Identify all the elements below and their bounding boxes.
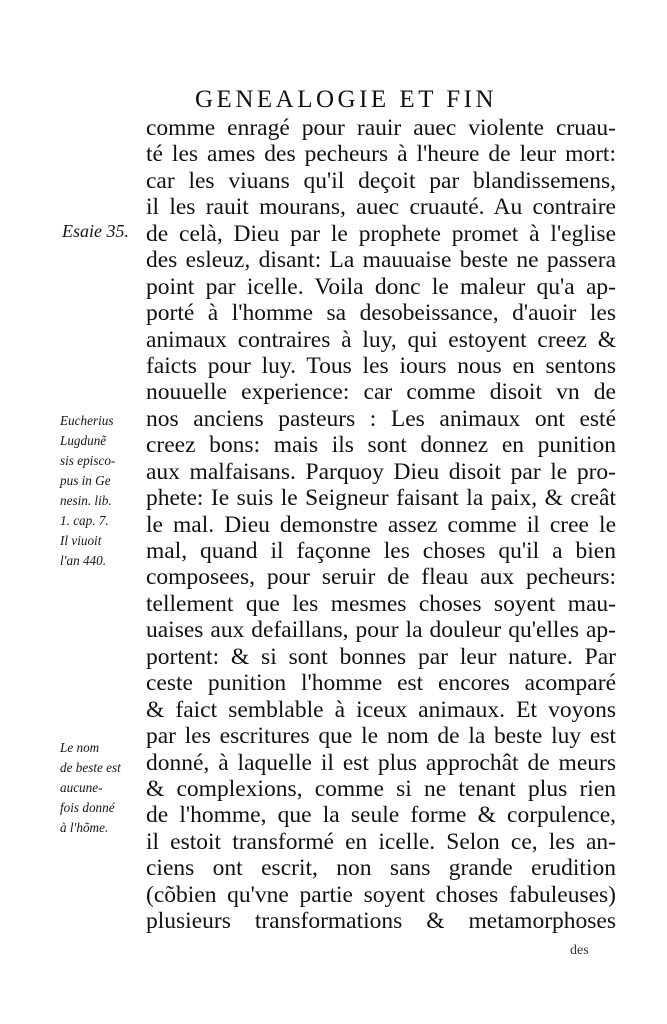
margin-note-line: Il viuoit xyxy=(60,533,102,548)
margin-note-line: Esaie 35. xyxy=(62,221,129,241)
text-line: ceste punition l'homme est encores acomparé xyxy=(146,670,616,697)
text-line: faicts pour luy. Tous les iours nous en sentons xyxy=(146,352,616,379)
margin-note-line: l'an 440. xyxy=(60,553,107,568)
text-line: animaux contraires à luy, qui estoyent creez & xyxy=(146,326,616,353)
catchword: des xyxy=(570,943,589,958)
text-line: uaises aux defaillans, pour la douleur qu'elles ap- xyxy=(146,617,616,644)
margin-note-line: Eucherius xyxy=(60,413,114,428)
text-line: aux malfaisans. Parquoy Dieu disoit par le pro- xyxy=(146,458,616,485)
margin-note-line: fois donné xyxy=(60,800,115,815)
text-line: phete: Ie suis le Seigneur faisant la paix, & creât xyxy=(146,485,616,512)
text-line: tellement que les mesmes choses soyent mau- xyxy=(146,590,616,617)
margin-note-line: à l'hõme. xyxy=(60,820,109,835)
margin-note-esaie xyxy=(62,221,129,241)
text-line: composees, pour seruir de fleau aux pecheurs: xyxy=(146,564,616,591)
margin-note-line: nesin. lib. xyxy=(60,493,112,508)
margin-note-line: sis episco- xyxy=(60,453,116,468)
margin-note-line: de beste est xyxy=(60,760,121,775)
margin-note-nom xyxy=(60,738,121,838)
text-line: le mal. Dieu demonstre assez comme il cree le xyxy=(146,511,616,538)
text-line: mal, quand il façonne les choses qu'il a bien xyxy=(146,538,616,564)
margin-note-line: Lugdunẽ xyxy=(60,433,107,448)
body-text xyxy=(146,115,616,935)
text-line: nouuelle experience: car comme disoit vn de xyxy=(146,379,616,406)
margin-note-line: aucune- xyxy=(60,780,103,795)
text-line: point par icelle. Voila donc le maleur qu'a ap- xyxy=(146,273,616,300)
text-line: de l'homme, que la seule forme & corpulence, xyxy=(146,802,616,829)
text-line: ciens ont escrit, non sans grande erudition xyxy=(146,855,616,882)
text-line: portent: & si sont bonnes par leur nature. Par xyxy=(146,643,616,670)
margin-note-eucherius xyxy=(60,411,115,571)
text-line: il estoit transformé en icelle. Selon ce, les an- xyxy=(146,828,616,855)
text-line: car les viuans qu'il deçoit par blandissemens, xyxy=(146,167,616,194)
text-line: plusieurs transformations & metamorphoses xyxy=(146,908,616,935)
text-line: donné, à laquelle il est plus approchât de meurs xyxy=(146,749,616,776)
text-line: & faict semblable à iceux animaux. Et voyons xyxy=(146,696,616,723)
text-line: (cõbien qu'vne partie soyent choses fabuleuses) xyxy=(146,881,616,908)
text-line: porté à l'homme sa desobeissance, d'auoir les xyxy=(146,300,616,327)
running-head: GENEALOGIE ET FIN xyxy=(195,86,498,113)
margin-note-line: Le nom xyxy=(60,740,100,755)
text-line: de celà, Dieu par le prophete promet à l'eglise xyxy=(146,220,616,247)
text-line: creez bons: mais ils sont donnez en punition xyxy=(146,432,616,459)
text-line: & complexions, comme si ne tenant plus rien xyxy=(146,775,616,802)
margin-note-line: pus in Ge xyxy=(60,473,111,488)
text-line: des esleuz, disant: La mauuaise beste ne passera xyxy=(146,247,616,274)
text-line: té les ames des pecheurs à l'heure de leur mort: xyxy=(146,141,616,168)
text-line: comme enragé pour rauir auec violente cruau- xyxy=(146,115,616,141)
margin-note-line: 1. cap. 7. xyxy=(60,513,109,528)
text-line: nos anciens pasteurs : Les animaux ont esté xyxy=(146,405,616,432)
text-line: par les escritures que le nom de la beste luy est xyxy=(146,723,616,750)
text-line: il les rauit mourans, auec cruauté. Au contraire xyxy=(146,194,616,221)
